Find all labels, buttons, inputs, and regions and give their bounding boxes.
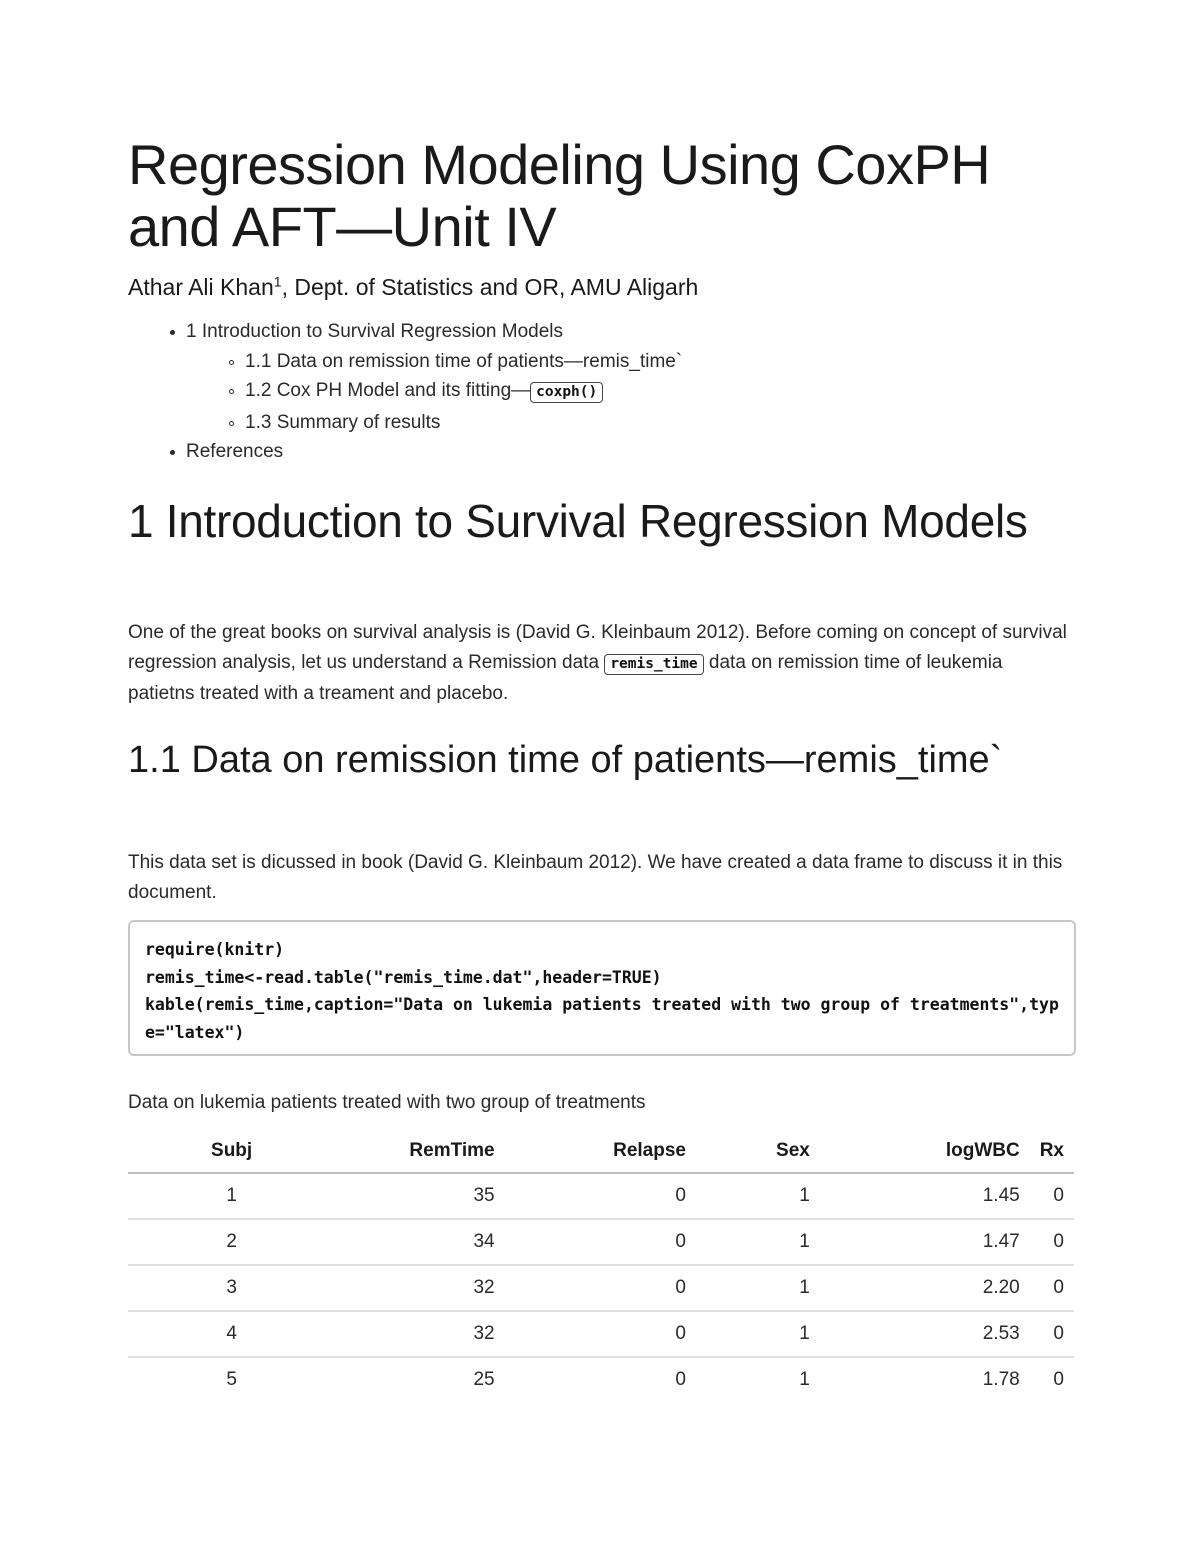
cell-remtime: 35: [335, 1173, 504, 1219]
toc-item: [170, 437, 682, 467]
cell-logwbc: 1.47: [820, 1219, 1030, 1265]
author-line: [128, 270, 698, 304]
cell-rx: 0: [1030, 1265, 1074, 1311]
column-header-remtime: RemTime: [335, 1130, 504, 1173]
intro-paragraph: [128, 618, 1074, 709]
cell-logwbc: 1.45: [820, 1173, 1030, 1219]
intro-text-end: data on remission time of leukemia patietns treated with a treament and placebo.: [128, 651, 1003, 704]
table-header-row: [128, 1130, 1074, 1173]
toc-link-coxph-model[interactable]: 1.2 Cox PH Model and its fitting—: [245, 380, 531, 401]
cell-sex: 1: [696, 1311, 820, 1357]
cell-relapse: 0: [505, 1173, 696, 1219]
column-header-rx: Rx: [1030, 1130, 1074, 1173]
cell-logwbc: 2.20: [820, 1265, 1030, 1311]
cell-subj: 4: [128, 1311, 335, 1357]
section-heading-introduction: 1 Introduction to Survival Regression Models: [128, 495, 1028, 547]
code-line: require(knitr): [145, 940, 285, 959]
section-heading-remission-data: 1.1 Data on remission time of patients—remis_time`: [128, 739, 1003, 781]
author-footnote-mark[interactable]: 1: [273, 273, 282, 290]
toc-link-references[interactable]: References: [186, 441, 284, 462]
remission-data-table: [128, 1130, 1074, 1402]
cell-relapse: 0: [505, 1311, 696, 1357]
cell-rx: 0: [1030, 1173, 1074, 1219]
cell-sex: 1: [799, 1369, 810, 1390]
cell-rx: 0: [1030, 1311, 1074, 1357]
code-line: remis_time<-read.table("remis_time.dat",header=TRUE): [145, 967, 662, 987]
table-row: [128, 1265, 1074, 1311]
toc-link-introduction[interactable]: 1 Introduction to Survival Regression Models: [186, 321, 564, 342]
intro-text-start: One of the great books on survival analysis is (David G. Kleinbaum 2012). Before coming on concept of survival regression analysis, let us understand a Remission data: [128, 622, 1067, 673]
toc-inline-code[interactable]: coxph(): [530, 382, 603, 403]
cell-remtime: 34: [335, 1219, 504, 1265]
document-title: Regression Modeling Using CoxPH and AFT—Unit IV: [128, 133, 991, 258]
cell-sex: 1: [696, 1219, 820, 1265]
column-header-logwbc: logWBC: [820, 1130, 1030, 1173]
table-row: [128, 1311, 1074, 1357]
cell-subj: 5: [226, 1369, 237, 1390]
table-of-contents: [170, 317, 682, 467]
author-affiliation: , Dept. of Statistics and OR, AMU Aligarh: [281, 274, 699, 300]
cell-relapse: 0: [505, 1219, 696, 1265]
inline-code-remis-time: remis_time: [604, 654, 703, 675]
toc-subitem: [229, 347, 682, 377]
code-block[interactable]: [128, 920, 1076, 1056]
cell-remtime: 32: [335, 1265, 504, 1311]
table-row: [128, 1173, 1074, 1219]
cell-sex: 1: [696, 1173, 820, 1219]
column-header-relapse: Relapse: [505, 1130, 696, 1173]
cell-logwbc: 1.78: [982, 1369, 1020, 1390]
cell-remtime: 32: [335, 1311, 504, 1357]
table-row: [128, 1219, 1074, 1265]
toc-subitem: [229, 376, 682, 408]
toc-subitem: [229, 408, 682, 438]
cell-logwbc: 2.53: [820, 1311, 1030, 1357]
column-header-subj: Subj: [128, 1130, 335, 1173]
toc-item: [170, 317, 682, 437]
code-line: kable(remis_time,caption="Data on lukemia patients treated with two group of treatments",type="latex"): [145, 995, 1059, 1042]
table-caption: Data on lukemia patients treated with two group of treatments: [128, 1092, 646, 1113]
author-name: Athar Ali Khan: [128, 274, 274, 300]
table-row: [128, 1357, 1074, 1402]
cell-subj: 3: [128, 1265, 335, 1311]
toc-link-summary[interactable]: 1.3 Summary of results: [245, 411, 441, 433]
cell-subj: 1: [128, 1173, 335, 1219]
cell-relapse: 0: [675, 1369, 686, 1390]
cell-sex: 1: [696, 1265, 820, 1311]
cell-remtime: 25: [473, 1369, 495, 1390]
cell-subj: 2: [128, 1219, 335, 1265]
cell-relapse: 0: [505, 1265, 696, 1311]
cell-rx: 0: [1030, 1219, 1074, 1265]
toc-link-remission-data[interactable]: 1.1 Data on remission time of patients—remis_time`: [245, 350, 683, 372]
cell-rx: 0: [1053, 1369, 1064, 1390]
column-header-sex: Sex: [696, 1130, 820, 1173]
remission-paragraph: This data set is dicussed in book (David G. Kleinbaum 2012). We have created a data frame to discuss it in this document.: [128, 852, 1063, 903]
